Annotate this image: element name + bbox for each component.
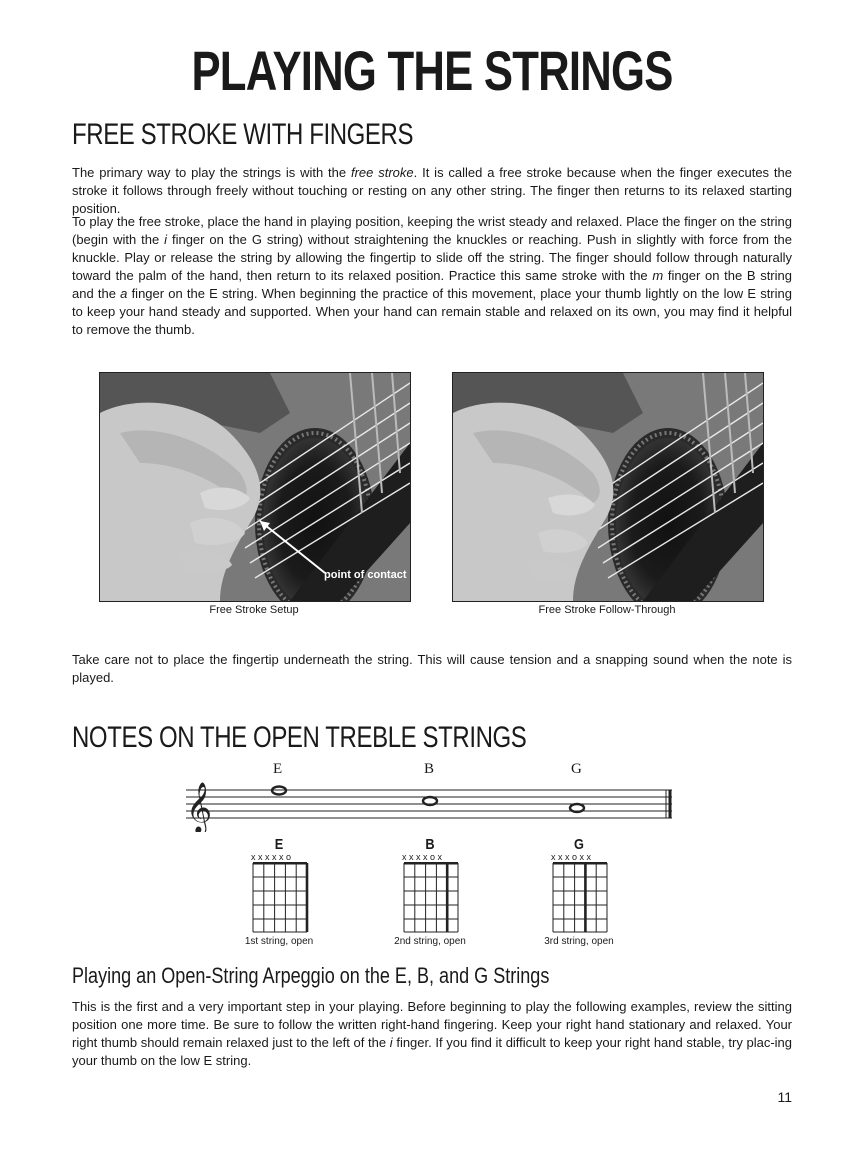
italic-term: i [164, 232, 168, 247]
italic-term: m [652, 268, 664, 283]
diagram-title: E [274, 836, 284, 853]
italic-term: a [120, 286, 128, 301]
diagram-caption: 2nd string, open [394, 936, 466, 947]
paragraph-free-stroke-instructions: To play the free stroke, place the hand in playing position, keeping the wrist steady and relaxed. Place the finger on the string (begin with the i finger on the G string) without straightening the knuckles or reaching. Push in slightly with force from the knuckle. Play or release the string by allowing the fingertip to slide off the string. The finger should follow through naturally toward the palm of the hand, then return to its relaxed position. Practice this same stroke with the m finger on the B string and the a finger on the E string. When beginning the practice of this movement, place your thumb lightly on the low E string to keep your hand steady and supported. When your hand can remain stable and relaxed on its own, you may find it helpful to remove the thumb. [72, 214, 793, 337]
staff-note-label-g: G [571, 761, 582, 777]
italic-term: i [389, 1035, 393, 1050]
page-number: 11 [777, 1089, 792, 1105]
staff-note-label-e: E [273, 761, 283, 777]
paragraph-fingertip-warning: Take care not to place the fingertip underneath the string. This will cause tension and a snapping sound when the note is played. [72, 652, 792, 685]
section-heading-free-stroke: FREE STROKE WITH FINGERS [72, 118, 414, 151]
string-markers: x x x x x o [251, 852, 292, 862]
point-of-contact-label: point of contact [324, 569, 407, 581]
string-markers: x x x x o x [402, 852, 443, 862]
paragraph-free-stroke-intro: The primary way to play the strings is with the free stroke. It is called a free stroke because when the finger executes the stroke it follows through freely without touching or resting on any other string. The finger then returns to its relaxed starting position. [72, 165, 792, 216]
staff-note-label-b: B [424, 761, 435, 777]
photo-free-stroke-setup [99, 372, 411, 602]
section-heading-open-treble-strings: NOTES ON THE OPEN TREBLE STRINGS [72, 721, 527, 754]
diagram-title: G [574, 836, 584, 853]
subsection-heading-arpeggio: Playing an Open-String Arpeggio on the E, B, and G Strings [72, 963, 550, 988]
diagram-caption: 3rd string, open [544, 936, 614, 947]
paragraph-arpeggio-instructions: This is the first and a very important step in your playing. Before beginning to play the following examples, review the sitting position one more time. Be sure to follow the written right-hand fingering. Keep your right hand stationary and relaxed. Your right thumb should remain relaxed just to the left of the i finger. If you find it difficult to keep your right hand stable, try plac-ing your thumb on the low E string. [72, 999, 793, 1068]
string-markers: x x x o x x [551, 852, 592, 862]
treble-clef-icon: 𝄞 [186, 782, 213, 832]
photo-free-stroke-follow-through [452, 372, 764, 602]
page-title: PLAYING THE STRINGS [191, 39, 673, 102]
diagram-title: B [425, 836, 435, 853]
italic-term: free stroke [350, 165, 414, 180]
diagram-caption: 1st string, open [244, 936, 314, 947]
caption-free-stroke-follow-through: Free Stroke Follow-Through [538, 604, 676, 616]
caption-free-stroke-setup: Free Stroke Setup [209, 604, 299, 616]
